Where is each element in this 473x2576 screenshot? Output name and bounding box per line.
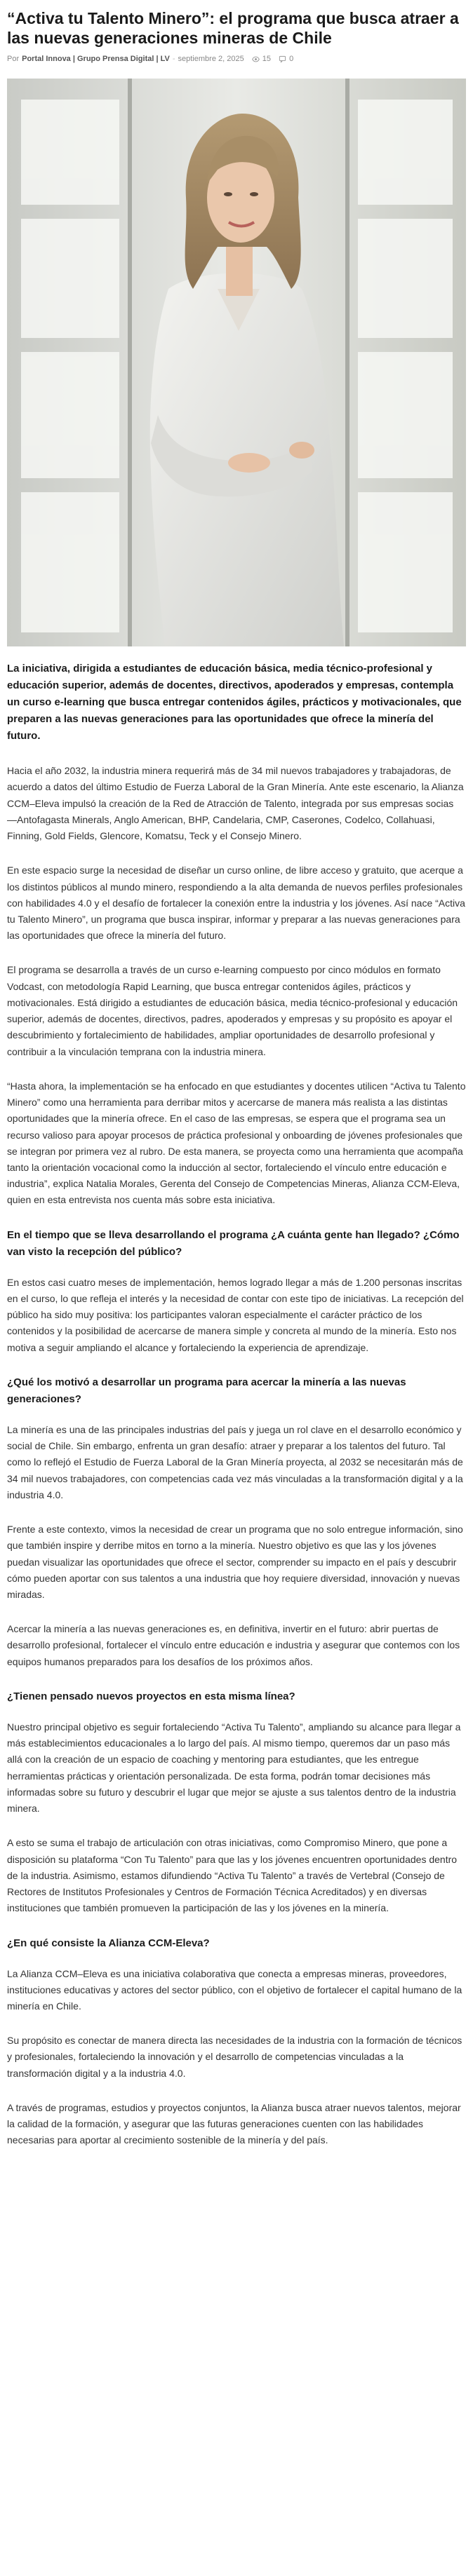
interview-question: ¿En qué consiste la Alianza CCM-Eleva?: [7, 1937, 210, 1949]
comments-count[interactable]: 0: [289, 55, 294, 64]
eye-icon: [252, 55, 260, 63]
paragraph: A través de programas, estudios y proyectos conjuntos, la Alianza busca atraer nuevos talentos, mejorar la calidad de la formación, y asegurar que las futuras generaciones cuenten con las habilidades necesarias para aportar al crecimiento sostenible de la minería y del país.: [7, 2101, 461, 2146]
interview-question: ¿Tienen pensado nuevos proyectos en esta misma línea?: [7, 1690, 295, 1702]
paragraph: Su propósito es conectar de manera directa las necesidades de la industria con la formación de técnicos y profesionales, fortaleciendo la innovación y el desarrollo de competencias vinculadas a la transformación digital y a la industria 4.0.: [7, 2035, 462, 2079]
paragraph: El programa se desarrolla a través de un curso e-learning compuesto por cinco módulos en formato Vodcast, con metodología Rapid Learning, que busca entregar contenidos ágiles, prácticos y motivacionales. Está dirigido a estudiantes de educación básica, media técnico-profesional y educación superior, además de docentes, directivos, padres, apoderados y empresas y su propósito es apoyar el descubrimiento y fortalecimiento de habilidades, ampliar oportunidades de desarrollo profesional y contribuir a la vinculación temprana con la industria minera.: [7, 964, 458, 1057]
interview-question: En el tiempo que se lleva desarrollando el programa ¿A cuánta gente han llegado? ¿Cómo van visto la recepción del público?: [7, 1228, 460, 1258]
meta-separator: [247, 55, 249, 63]
meta-separator: -: [172, 55, 175, 64]
paragraph: En estos casi cuatro meses de implementación, hemos logrado llegar a más de 1.200 personas inscritas en el curso, lo que refleja el interés y la necesidad de contar con este tipo de iniciativas. La recepción del público ha sido muy positiva: los participantes valoran especialmente el carácter práctico de los contenidos y la posibilidad de acercarse de manera simple y concreta al mundo de la minería. Esto nos motiva a seguir ampliando el alcance y fortaleciendo la experiencia de aprendizaje.: [7, 1276, 464, 1353]
views-count: 15: [262, 55, 271, 64]
interview-question: ¿Qué los motivó a desarrollar un programa para acercar la minería a las nuevas generaciones?: [7, 1376, 406, 1405]
paragraph: Nuestro principal objetivo es seguir fortaleciendo “Activa Tu Talento”, ampliando su alcance para llegar a más establecimientos educacionales a lo largo del país. Al mismo tiempo, queremos dar un paso más allá con la creación de un espacio de coaching y mentoring para estudiantes, que les entregue herramientas prácticas y orientación personalizada. De esta forma, podrán tomar decisiones más informadas sobre su futuro y descubrir el lugar que mejor se ajuste a sus talentos dentro de la industria minera.: [7, 1721, 461, 1815]
paragraph: A esto se suma el trabajo de articulación con otras iniciativas, como Compromiso Minero, que pone a disposición su plataforma “Con Tu Talento” para que las y los jóvenes encuentren oportunidades dentro de la industria. Asimismo, estamos difundiendo “Activa Tu Talento” a través de Vertebral (Consejo de Rectores de Institutos Profesionales y Centros de Formación Técnica Acreditados) y en diversas instituciones que también promueven la participación de las y los jóvenes en la minería.: [7, 1837, 458, 1914]
article-lead: La iniciativa, dirigida a estudiantes de educación básica, media técnico-profesional y educación superior, además de docentes, directivos, apoderados y empresas, contempla un curso e-learning que busca entregar contenidos ágiles, prácticos y motivacionales, que preparen a las nuevas generaciones para las oportunidades que ofrece la minería del futuro.: [7, 663, 462, 743]
paragraph: Hacia el año 2032, la industria minera requerirá más de 34 mil nuevos trabajadores y trabajadoras, de acuerdo a datos del último Estudio de Fuerza Laboral de la Gran Minería. Ante este escenario, la Alianza CCM–Eleva impulsó la creación de la Red de Atracción de Talento, integrada por sus empresas socias —Antofagasta Minerals, Anglo American, BHP, Candelaria, CMP, Caserones, Codelco, Collahuasi, Finning, Gold Fields, Glencore, Komatsu, Teck y el Consejo Minero.: [7, 765, 464, 842]
paragraph: Acercar la minería a las nuevas generaciones es, en definitiva, invertir en el futuro: abrir puertas de desarrollo profesional, fortalecer el vínculo entre educación e industria y asegurar que contemos con los equipos humanos preparados para los desafíos de los próximos años.: [7, 1623, 460, 1667]
paragraph: “Hasta ahora, la implementación se ha enfocado en que estudiantes y docentes utilicen “Activa tu Talento Minero” como una herramienta para derribar mitos y acercarse de manera más realista a las distintas oportunidades que la minería ofrece. En el caso de las empresas, se espera que el programa sea un recurso valioso para apoyar procesos de práctica profesional y onboarding de jóvenes profesionales que se integran por primera vez al rubro. De esta manera, se proyecta como una herramienta que acompaña tanto la orientación vocacional como la inducción al sector, fortaleciendo el vínculo entre educación e industria”, explica Natalia Morales, Gerenta del Consejo de Competencias Mineras, Alianza CCM-Eleva, quien en esta entrevista nos cuenta más sobre esta iniciativa.: [7, 1080, 466, 1206]
meta-date: septiembre 2, 2025: [178, 55, 244, 64]
article-title: “Activa tu Talento Minero”: el programa que busca atraer a las nuevas generaciones mineras de Chile: [7, 9, 459, 48]
comment-icon[interactable]: [279, 55, 286, 63]
meta-separator: [274, 55, 276, 63]
article-meta: [7, 55, 466, 63]
paragraph: Frente a este contexto, vimos la necesidad de crear un programa que no solo entregue información, sino que también inspire y derribe mitos en torno a la minería. Nuestro objetivo es que las y los jóvenes puedan visualizar las oportunidades que ofrece el sector, comprender su impacto en el país y descubrir cómo pueden aportar con sus talentos a una industria que hoy requiere diversidad, innovación y nuevas miradas.: [7, 1524, 463, 1600]
woman-portrait-image: [7, 79, 466, 646]
paragraph: La minería es una de las principales industrias del país y juega un rol clave en el desarrollo económico y social de Chile. Sin embargo, enfrenta un gran desafío: atraer y preparar a los talentos del futuro. Tal como lo reflejó el Estudio de Fuerza Laboral de la Gran Minería proyecta, al 2032 se necesitarán más de 34 mil nuevos trabajadores, con competencias cada vez más vinculadas a la transformación digital y a la industria 4.0.: [7, 1423, 463, 1500]
paragraph: La Alianza CCM–Eleva es una iniciativa colaborativa que conecta a empresas mineras, proveedores, instituciones educativas y actores del sector público, con el objetivo de fortalecer el capital humano de la minería en Chile.: [7, 1967, 462, 2012]
hero-photo: [7, 79, 466, 646]
meta-by: Por: [7, 55, 20, 64]
author-link[interactable]: Portal Innova | Grupo Prensa Digital | LV: [22, 55, 170, 64]
paragraph: En este espacio surge la necesidad de diseñar un curso online, de libre acceso y gratuito, que acerque a los distintos públicos al mundo minero, respondiendo a la alta demanda de nuevos perfiles profesionales con habilidades 4.0 y el desafío de fortalecer la conexión entre la industria y los jóvenes. Así nace “Activa tu Talento Minero”, un programa que busca inspirar, informar y preparar a las nuevas generaciones para las oportunidades que ofrece la minería del futuro.: [7, 865, 465, 942]
